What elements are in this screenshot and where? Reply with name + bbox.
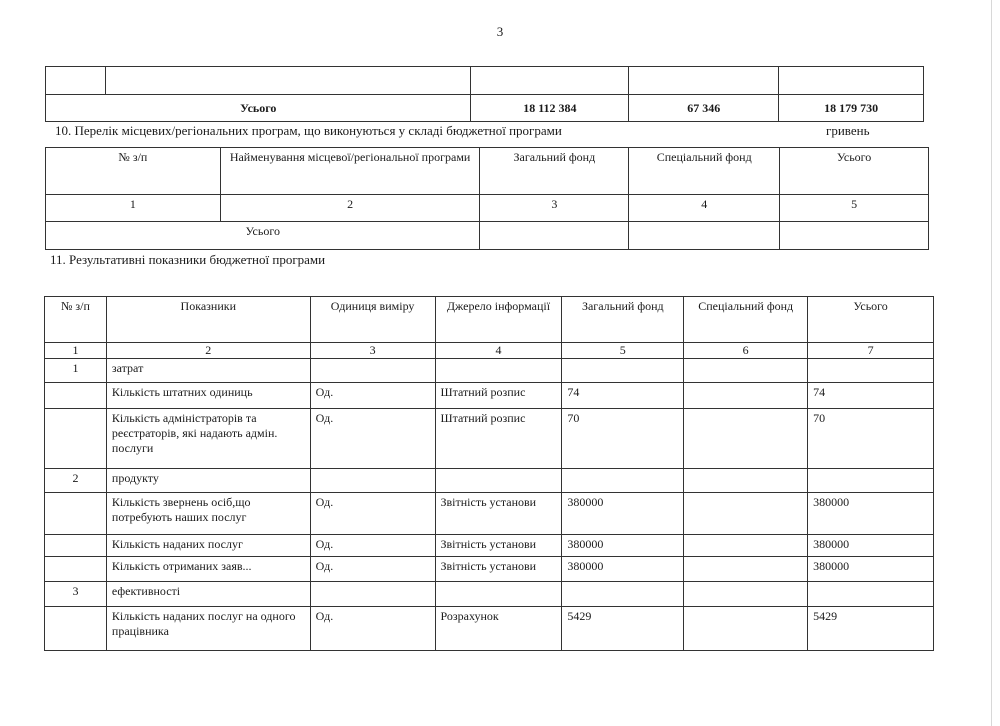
indicator-row <box>45 383 934 409</box>
programs-header-row <box>46 148 929 195</box>
indicators-table <box>44 296 934 651</box>
indicator-unit: Од. <box>310 409 435 469</box>
prev-table-total-row <box>46 95 924 122</box>
programs-col-number: 2 <box>220 195 480 222</box>
indicator-name: Кількість отриманих заяв... <box>106 557 310 582</box>
programs-header-cell: Усього <box>780 148 929 195</box>
indicators-header-row <box>45 297 934 343</box>
indicators-header-cell: Усього <box>808 297 934 343</box>
programs-col-number: 5 <box>780 195 929 222</box>
indicators-col-number: 7 <box>808 343 934 359</box>
indicator-total: 380000 <box>808 535 934 557</box>
indicator-general: 70 <box>562 409 684 469</box>
indicator-name: Кількість штатних одиниць <box>106 383 310 409</box>
indicator-unit: Од. <box>310 557 435 582</box>
indicator-group-row <box>45 469 934 493</box>
group-name: затрат <box>106 359 310 383</box>
indicator-source: Штатний розпис <box>435 409 562 469</box>
indicator-source: Звітність установи <box>435 535 562 557</box>
indicator-unit: Од. <box>310 607 435 651</box>
programs-col-number: 3 <box>480 195 629 222</box>
programs-total-row <box>46 222 929 250</box>
indicator-row <box>45 535 934 557</box>
indicator-group-row <box>45 582 934 607</box>
indicators-header-cell: Джерело інформації <box>435 297 562 343</box>
indicators-header-cell: Показники <box>106 297 310 343</box>
prev-total: 18 179 730 <box>779 95 924 122</box>
indicators-header-cell: Загальний фонд <box>562 297 684 343</box>
indicator-special <box>684 383 808 409</box>
indicator-source: Штатний розпис <box>435 383 562 409</box>
indicator-general: 74 <box>562 383 684 409</box>
indicator-name: Кількість наданих послуг на одного працівника <box>106 607 310 651</box>
group-number: 3 <box>45 582 107 607</box>
indicator-unit: Од. <box>310 493 435 535</box>
indicators-header-cell: № з/п <box>45 297 107 343</box>
indicator-name: Кількість звернень осіб,що потребують наших послуг <box>106 493 310 535</box>
group-name: ефективності <box>106 582 310 607</box>
indicator-source: Розрахунок <box>435 607 562 651</box>
programs-col-number: 1 <box>46 195 221 222</box>
page-number: 3 <box>496 24 504 39</box>
section10-unit: гривень <box>826 123 870 138</box>
programs-number-row <box>46 195 929 222</box>
indicator-special <box>684 607 808 651</box>
indicator-unit: Од. <box>310 535 435 557</box>
programs-table <box>45 147 929 250</box>
indicator-row <box>45 607 934 651</box>
indicator-name: Кількість наданих послуг <box>106 535 310 557</box>
indicator-total: 74 <box>808 383 934 409</box>
scan-edge-line <box>991 0 992 726</box>
indicators-col-number: 2 <box>106 343 310 359</box>
indicator-source: Звітність установи <box>435 493 562 535</box>
indicator-special <box>684 557 808 582</box>
indicator-special <box>684 493 808 535</box>
indicator-row <box>45 493 934 535</box>
indicator-general: 380000 <box>562 557 684 582</box>
indicators-col-number: 4 <box>435 343 562 359</box>
prev-general-fund: 18 112 384 <box>471 95 629 122</box>
group-name: продукту <box>106 469 310 493</box>
programs-header-cell: Найменування місцевої/регіональної програми <box>220 148 480 195</box>
indicator-special <box>684 535 808 557</box>
indicators-header-cell: Спеціальний фонд <box>684 297 808 343</box>
section10-title: 10. Перелік місцевих/регіональних програм, що виконуються у складі бюджетної програми <box>55 123 562 138</box>
section11-title: 11. Результативні показники бюджетної програми <box>50 252 326 267</box>
prev-table <box>45 66 924 122</box>
indicator-unit: Од. <box>310 383 435 409</box>
indicator-name: Кількість адміністраторів та реєстраторів, які надають адмін. послуги <box>106 409 310 469</box>
programs-header-cell: Спеціальний фонд <box>629 148 780 195</box>
indicator-general: 380000 <box>562 535 684 557</box>
group-number: 1 <box>45 359 107 383</box>
prev-special-fund: 67 346 <box>629 95 779 122</box>
indicator-general: 5429 <box>562 607 684 651</box>
indicator-row <box>45 557 934 582</box>
indicator-special <box>684 409 808 469</box>
indicator-total: 380000 <box>808 557 934 582</box>
indicators-col-number: 6 <box>684 343 808 359</box>
programs-col-number: 4 <box>629 195 780 222</box>
prev-total-label: Усього <box>46 95 471 122</box>
indicators-col-number: 1 <box>45 343 107 359</box>
prev-table-empty-row <box>46 67 924 95</box>
programs-header-cell: № з/п <box>46 148 221 195</box>
indicator-total: 70 <box>808 409 934 469</box>
indicator-general: 380000 <box>562 493 684 535</box>
indicator-source: Звітність установи <box>435 557 562 582</box>
indicator-total: 380000 <box>808 493 934 535</box>
programs-header-cell: Загальний фонд <box>480 148 629 195</box>
indicators-header-cell: Одиниця виміру <box>310 297 435 343</box>
indicator-group-row <box>45 359 934 383</box>
indicators-number-row <box>45 343 934 359</box>
programs-total-label: Усього <box>46 222 480 250</box>
indicator-row <box>45 409 934 469</box>
group-number: 2 <box>45 469 107 493</box>
indicators-col-number: 3 <box>310 343 435 359</box>
indicators-col-number: 5 <box>562 343 684 359</box>
indicator-total: 5429 <box>808 607 934 651</box>
